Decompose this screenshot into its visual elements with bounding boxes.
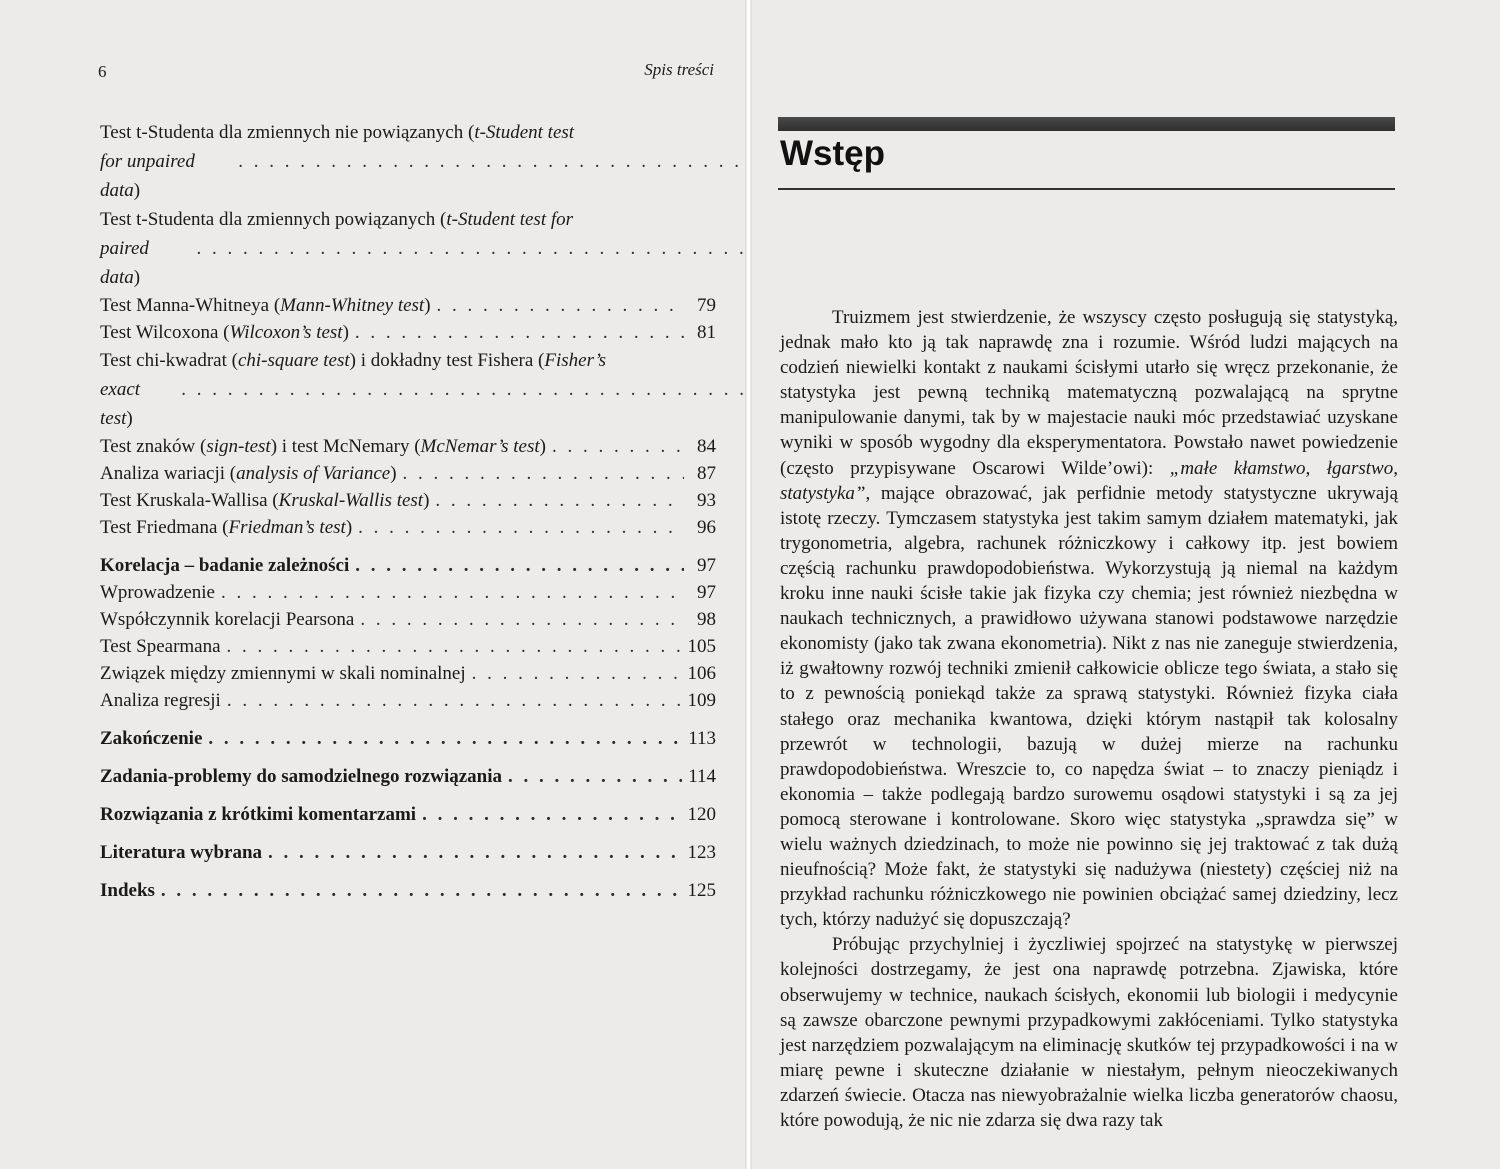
toc-chapter-entry: Literatura wybrana . . . 123 [100, 839, 716, 866]
dot-leader [181, 375, 745, 404]
heading-rule [778, 188, 1395, 190]
toc-entry: Test Kruskala-Wallisa ( Kruskal-Wallis test ) . . . 93 [100, 487, 716, 514]
dot-leader [422, 801, 681, 828]
book-gutter [745, 0, 752, 1169]
table-of-contents [100, 118, 716, 904]
toc-page-number: 106 [687, 663, 716, 684]
toc-entry: Wprowadzenie . . . 97 [100, 579, 716, 606]
toc-entry: Test Spearmana . . . 105 [100, 633, 716, 660]
running-head: Spis treści [644, 60, 714, 79]
toc-page-number: 98 [697, 609, 716, 630]
dot-leader [360, 606, 684, 633]
body-text [780, 305, 1398, 1133]
toc-page-number: 109 [687, 690, 716, 711]
toc-entry: Analiza regresji . . . 109 [100, 687, 716, 714]
toc-page-number: 81 [697, 322, 716, 343]
toc-entry: Współczynnik korelacji Pearsona . . . 98 [100, 606, 716, 633]
toc-page-number: 97 [697, 555, 716, 576]
dot-leader [161, 877, 682, 904]
toc-chapter-entry: Korelacja – badanie zależności . . . 97 [100, 552, 716, 579]
dot-leader [221, 579, 684, 606]
toc-chapter-entry: Zadania-problemy do samodzielnego rozwiązania . . . 114 [100, 763, 716, 790]
dot-leader [355, 319, 684, 346]
dot-leader [227, 687, 682, 714]
toc-page-number: 96 [697, 517, 716, 538]
paragraph: Truizmem jest stwierdzenie, że wszyscy często posługują się statystyką, jednak mało kto ją tak naprawdę zna i rozumie. Wśród ludzi mających na codzień niewielki kontakt z naukami ścisłymi utarło się wręcz przekonanie, że statystyka jest pewną techniką matematyczną pozwalającą na sprytne manipulowanie danymi, tak by w majestacie nauki móc przedstawiać uzyskane wyniki w sposób wygodny dla eksperymentatora. Powstało nawet powiedzenie (często przypisywane Oscarowi Wilde’owi): „małe kłamstwo, łgarstwo, statystyka”, mające obrazować, jak perfidnie metody statystyczne ukrywają istotę rzeczy. Tymczasem statystyka jest takim samym działem matematyki, jak trygonometria, algebra, rachunek różniczkowy i całkowy itp. jest bowiem częścią rachunku prawdopodobieństwa. Wykorzystują ją niemal na każdym kroku inne nauki ścisłe takie jak fizyka czy chemia; jest również niezbędna w naukach technicznych, a prawidłowo używana stanowi podstawowe narzędzie ekonomisty (jako tak zwana ekonometria). Nikt z nas nie zaneguje stwierdzenia, iż gwałtowny rozwój techniki zmienił całkowicie oblicze tego świata, a stało się to z pewnością poniekąd także za sprawą statystyki. Również fizyka ciała stałego oraz mechanika kwantowa, dzięki którym nastąpił tak kolosalny przewrót w technologii, bazują w dużej mierze na rachunku prawdopodobieństwa. Wreszcie to, co napędza świat – to znaczy pieniądz i ekonomia – także podlegają bardzo surowemu osądowi statystyki i są za jej pomocą sterowane i kontrolowane. Skoro więc statystyka „sprawdza się” w wielu ważnych dziedzinach, to może nie powinno się jej traktować z tak dużą nieufnością? Może fakt, że statystyki się nadużywa (niestety) częściej niż na przykład rachunku różniczkowego nie powinien obciążać samej dziedziny, lecz tych, którzy nadużyć się dopuszczają? [780, 307, 1398, 931]
toc-entry: Test chi-kwadrat (chi-square test) i dokładny test Fishera (Fisher’s exact test) . . . [100, 346, 716, 433]
dot-leader [435, 487, 684, 514]
dot-leader [437, 292, 684, 319]
toc-page-number: 113 [688, 728, 716, 749]
chapter-heading: Wstęp [780, 134, 885, 173]
dot-leader [238, 147, 745, 176]
toc-entry: Test Wilcoxona ( Wilcoxon’s test ) . . . 81 [100, 319, 716, 346]
dot-leader [268, 839, 681, 866]
toc-chapter-entry: Rozwiązania z krótkimi komentarzami . . . 120 [100, 801, 716, 828]
toc-entry: Test znaków ( sign-test ) i test McNemary ( McNemar’s test ) . . . 84 [100, 433, 716, 460]
dot-leader [355, 552, 684, 579]
toc-page-number: 114 [688, 766, 716, 787]
toc-entry: Związek między zmiennymi w skali nominalnej . . . 106 [100, 660, 716, 687]
heading-bar [778, 117, 1395, 131]
toc-page-number: 97 [697, 582, 716, 603]
toc-page-number: 105 [687, 636, 716, 657]
toc-chapter-entry: Indeks . . . 125 [100, 877, 716, 904]
toc-page-number: 87 [697, 463, 716, 484]
dot-leader [197, 234, 745, 263]
toc-entry: Test Manna-Whitneya ( Mann-Whitney test ) . . . 79 [100, 292, 716, 319]
dot-leader [358, 514, 684, 541]
toc-page-number: 125 [687, 880, 716, 901]
toc-entry: Test Friedmana ( Friedman’s test ) . . . 96 [100, 514, 716, 541]
page-number: 6 [98, 62, 107, 81]
toc-entry: Test t-Studenta dla zmiennych powiązanych (t-Student test for paired data) . . . [100, 205, 716, 292]
dot-leader [403, 460, 684, 487]
dot-leader [508, 763, 682, 790]
dot-leader [552, 433, 684, 460]
toc-page-number: 79 [697, 295, 716, 316]
toc-entry: Test t-Studenta dla zmiennych nie powiązanych (t-Student test for unpaired data) . . . [100, 118, 716, 205]
toc-page-number: 123 [687, 842, 716, 863]
toc-chapter-entry: Zakończenie . . . 113 [100, 725, 716, 752]
toc-page-number: 93 [697, 490, 716, 511]
toc-page-number: 84 [697, 436, 716, 457]
dot-leader [472, 660, 682, 687]
toc-entry: Analiza wariacji ( analysis of Variance ) . . . 87 [100, 460, 716, 487]
left-page [0, 0, 745, 1169]
dot-leader [208, 725, 682, 752]
paragraph: Próbując przychylniej i życzliwiej spojrzeć na statystykę w pierwszej kolejności dostrzegamy, że jest ona naprawdę potrzebna. Zjawiska, które obserwujemy w technice, naukach ścisłych, ekonomii lub biologii i medycynie są zawsze obarczone pewnymi przypadkowymi zakłóceniami. Tylko statystyka jest narzędziem pozwalającym na eliminację skutków tej przypadkowości i na w miarę pewne i skuteczne działanie w niestałym, pełnym nieoczekiwanych zdarzeń świecie. Otacza nas niewyobrażalnie wielka liczba generatorów chaosu, które powodują, że nic nie zdarza się dwa razy tak [780, 934, 1398, 1131]
toc-page-number: 120 [687, 804, 716, 825]
dot-leader [227, 633, 682, 660]
